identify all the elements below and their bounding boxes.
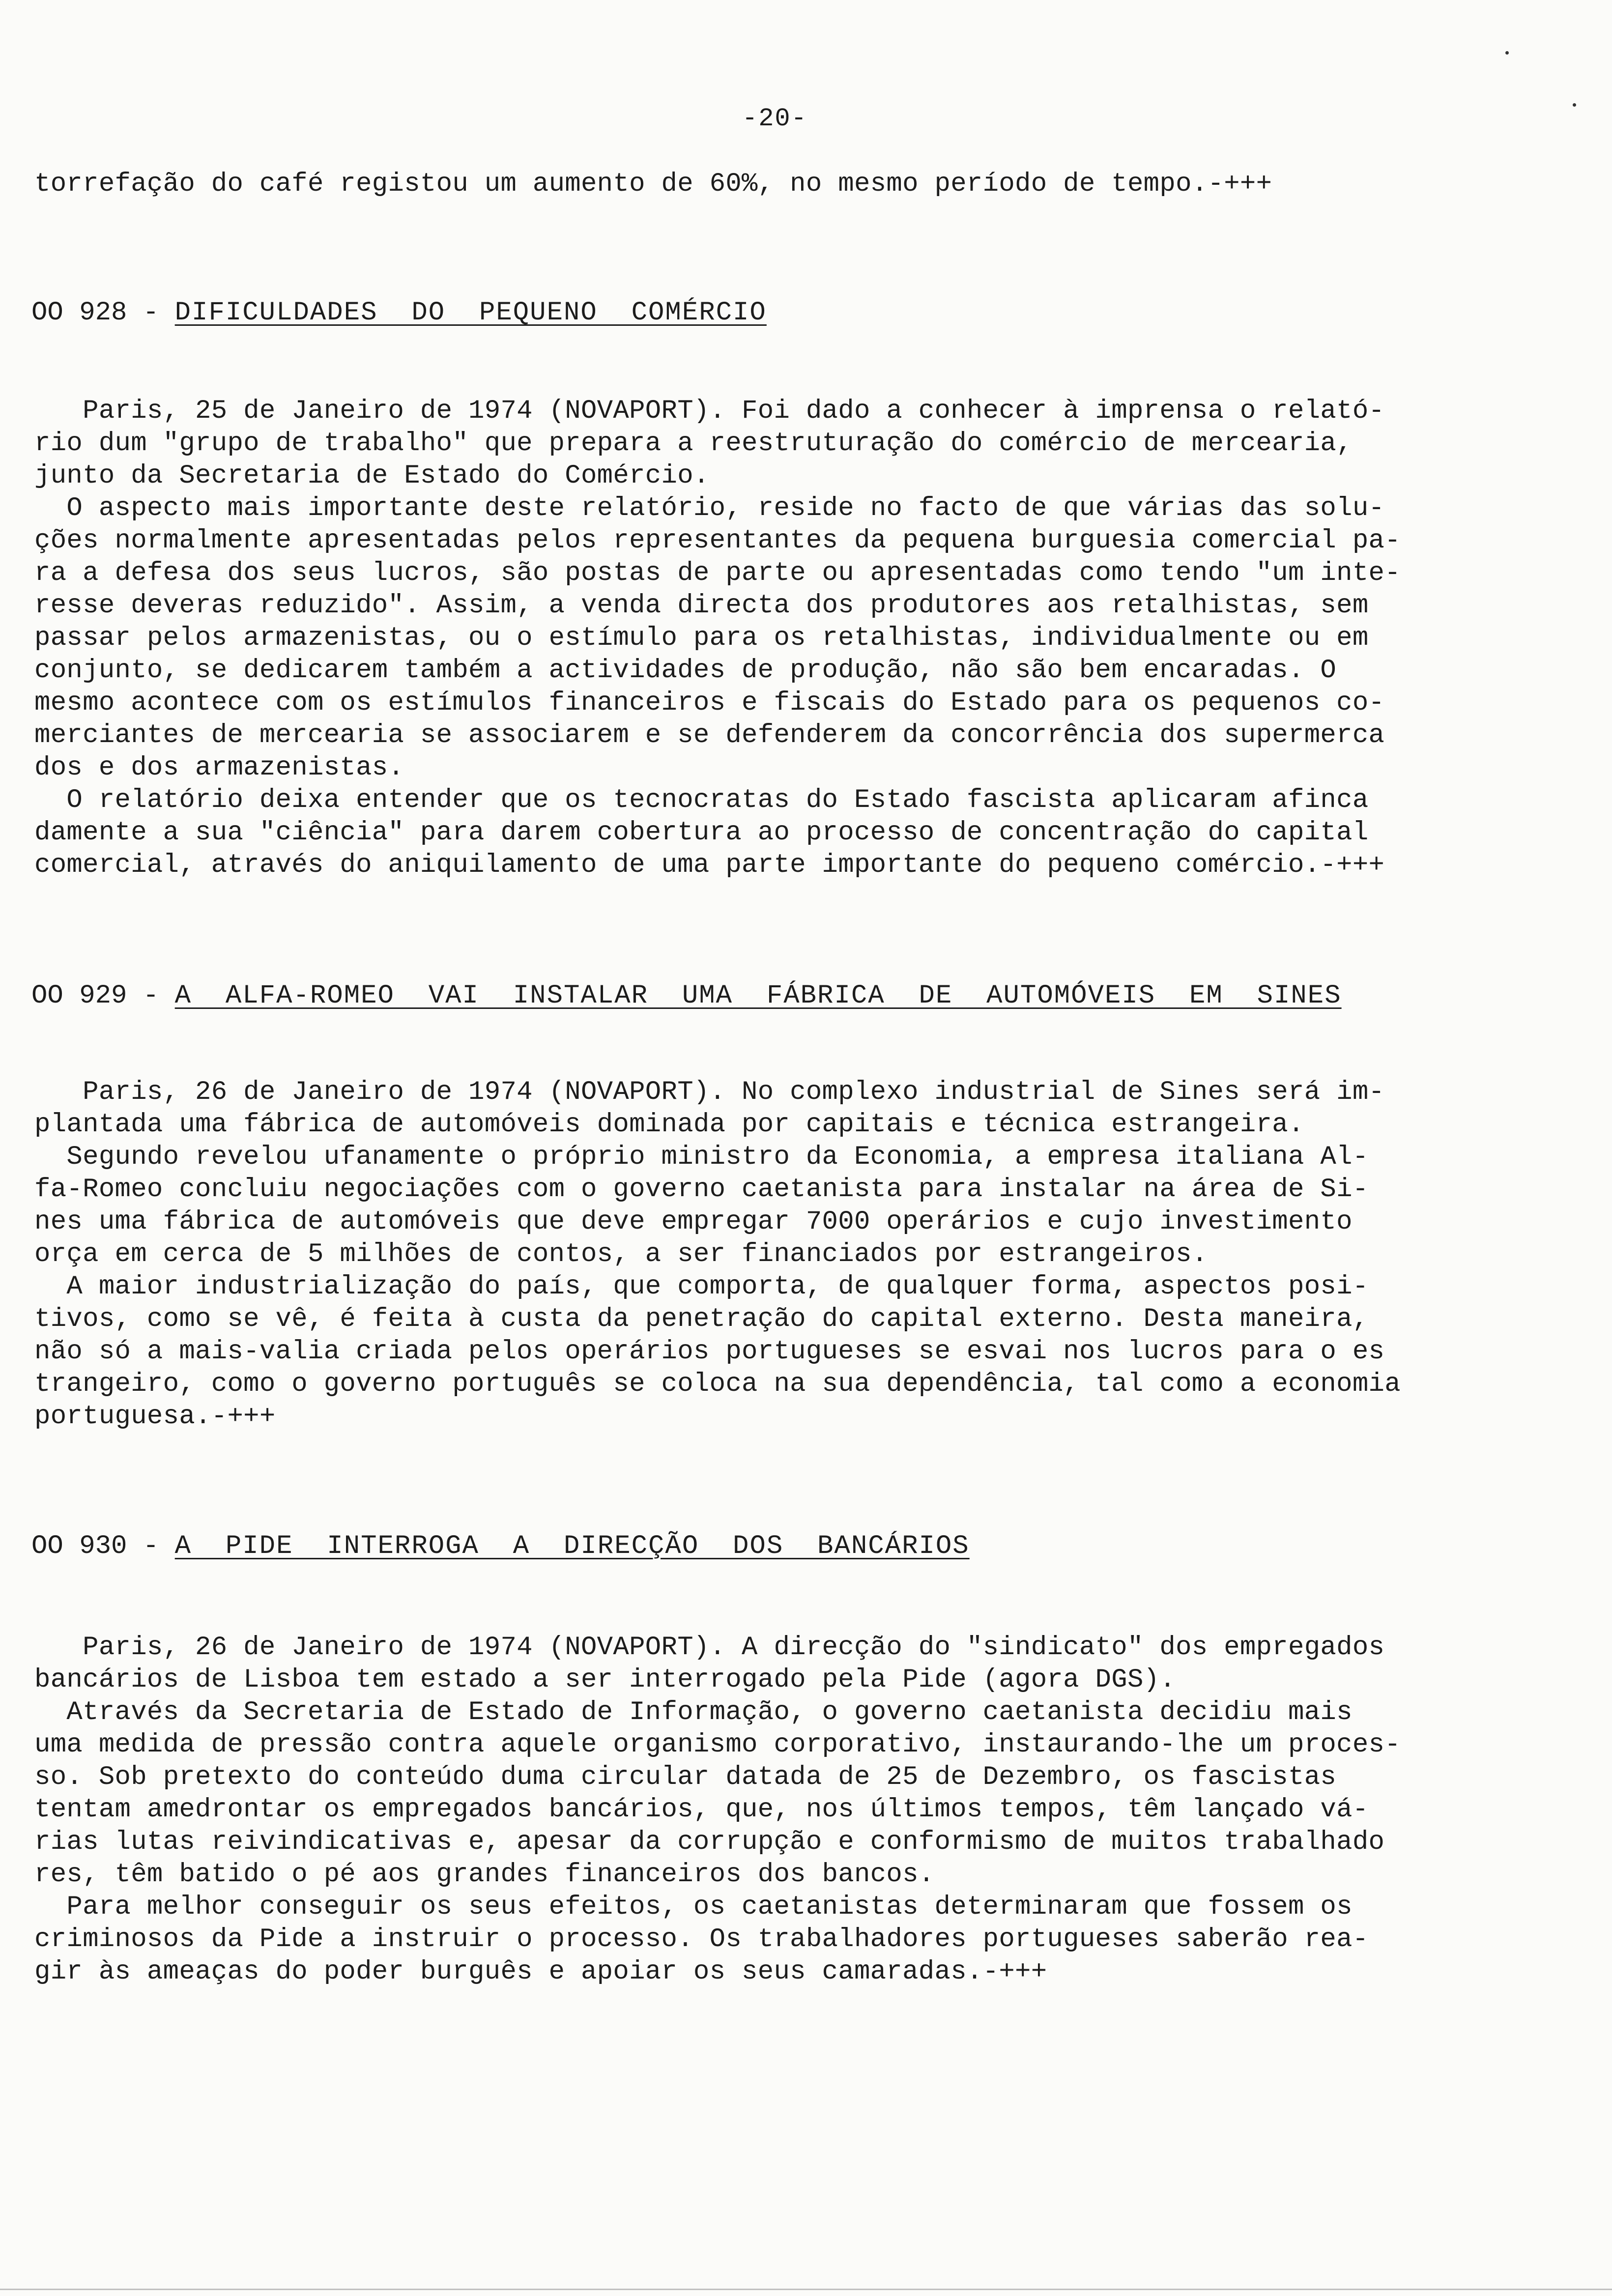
article-line: nes uma fábrica de automóveis que deve empregar 7000 operários e cujo investimento bbox=[34, 1207, 1353, 1237]
article-line: comercial, através do aniquilamento de uma parte importante do pequeno comércio.-+++ bbox=[34, 850, 1385, 880]
paper-speck bbox=[1573, 103, 1576, 107]
article-line: merciantes de mercearia se associarem e se defenderem da concorrência dos supermerca bbox=[34, 720, 1385, 750]
article-line: plantada uma fábrica de automóveis dominada por capitais e técnica estrangeira. bbox=[34, 1110, 1304, 1140]
article-line: rias lutas reivindicativas e, apesar da corrupção e conformismo de muitos trabalhado bbox=[34, 1827, 1385, 1857]
article-line: res, têm batido o pé aos grandes financeiros dos bancos. bbox=[34, 1860, 935, 1890]
article-line: bancários de Lisboa tem estado a ser interrogado pela Pide (agora DGS). bbox=[34, 1665, 1176, 1695]
article-code: OO 930 - bbox=[31, 1531, 175, 1561]
article-line: damente a sua "ciência" para darem cobertura ao processo de concentração do capital bbox=[34, 818, 1369, 848]
article-line: uma medida de pressão contra aquele organismo corporativo, instaurando-lhe um proces- bbox=[34, 1730, 1401, 1760]
article-line: rio dum "grupo de trabalho" que prepara a reestruturação do comércio de mercearia, bbox=[34, 429, 1353, 459]
paper-speck bbox=[1505, 51, 1509, 55]
article-title: A ALFA-ROMEO VAI INSTALAR UMA FÁBRICA DE AUTOMÓVEIS EM SINES bbox=[174, 981, 1342, 1011]
article-line: trangeiro, como o governo português se coloca na sua dependência, tal como a economia bbox=[34, 1369, 1401, 1399]
article-heading bbox=[31, 981, 1342, 1011]
article-line: Paris, 26 de Janeiro de 1974 (NOVAPORT). A direcção do "sindicato" dos empregados bbox=[34, 1633, 1385, 1663]
article-line: criminosos da Pide a instruir o processo. Os trabalhadores portugueses saberão rea- bbox=[34, 1924, 1369, 1954]
page-number: -20- bbox=[742, 104, 807, 133]
article-line: passar pelos armazenistas, ou o estímulo para os retalhistas, individualmente ou em bbox=[34, 623, 1369, 653]
article-line: conjunto, se dedicarem também a actividades de produção, não são bem encaradas. O bbox=[34, 656, 1337, 686]
article-line: Através da Secretaria de Estado de Informação, o governo caetanista decidiu mais bbox=[34, 1697, 1353, 1727]
article-line: mesmo acontece com os estímulos financeiros e fiscais do Estado para os pequenos co- bbox=[34, 688, 1385, 718]
article-line: resse deveras reduzido". Assim, a venda directa dos produtores aos retalhistas, sem bbox=[34, 591, 1369, 621]
article-line: tentam amedrontar os empregados bancários, que, nos últimos tempos, têm lançado vá- bbox=[34, 1795, 1369, 1825]
article-heading bbox=[31, 1531, 970, 1561]
article-line: não só a mais-valia criada pelos operários portugueses se esvai nos lucros para o es bbox=[34, 1337, 1385, 1367]
article-line: Paris, 26 de Janeiro de 1974 (NOVAPORT). No complexo industrial de Sines será im- bbox=[34, 1077, 1385, 1107]
article-line: portuguesa.-+++ bbox=[34, 1402, 276, 1432]
article-line: orça em cerca de 5 milhões de contos, a ser financiados por estrangeiros. bbox=[34, 1239, 1208, 1269]
intro-line: torrefação do café registou um aumento de 60%, no mesmo período de tempo.-+++ bbox=[34, 169, 1272, 199]
article-title: A PIDE INTERROGA A DIRECÇÃO DOS BANCÁRIOS bbox=[174, 1531, 970, 1561]
article-line: Paris, 25 de Janeiro de 1974 (NOVAPORT). Foi dado a conhecer à imprensa o relató- bbox=[34, 396, 1385, 426]
article-code: OO 929 - bbox=[31, 981, 175, 1011]
article-heading bbox=[31, 298, 767, 328]
article-line: so. Sob pretexto do conteúdo duma circular datada de 25 de Dezembro, os fascistas bbox=[34, 1762, 1337, 1792]
article-line: ra a defesa dos seus lucros, são postas de parte ou apresentadas como tendo "um inte- bbox=[34, 558, 1401, 588]
article-line: dos e dos armazenistas. bbox=[34, 753, 404, 783]
article-line: gir às ameaças do poder burguês e apoiar os seus camaradas.-+++ bbox=[34, 1957, 1047, 1987]
article-line: Segundo revelou ufanamente o próprio ministro da Economia, a empresa italiana Al- bbox=[34, 1142, 1369, 1172]
article-line: junto da Secretaria de Estado do Comércio. bbox=[34, 461, 710, 491]
article-title: DIFICULDADES DO PEQUENO COMÉRCIO bbox=[174, 298, 767, 328]
article-line: ções normalmente apresentadas pelos representantes da pequena burguesia comercial pa- bbox=[34, 526, 1401, 556]
article-line: A maior industrialização do país, que comporta, de qualquer forma, aspectos posi- bbox=[34, 1272, 1369, 1302]
article-code: OO 928 - bbox=[31, 298, 175, 328]
article-line: Para melhor conseguir os seus efeitos, os caetanistas determinaram que fossem os bbox=[34, 1892, 1353, 1922]
article-line: fa-Romeo concluiu negociações com o governo caetanista para instalar na área de Si- bbox=[34, 1175, 1369, 1205]
page-bottom-edge bbox=[0, 2289, 1612, 2290]
article-line: tivos, como se vê, é feita à custa da penetração do capital externo. Desta maneira, bbox=[34, 1304, 1369, 1334]
article-line: O aspecto mais importante deste relatório, reside no facto de que várias das solu- bbox=[34, 493, 1385, 523]
article-line: O relatório deixa entender que os tecnocratas do Estado fascista aplicaram afinca bbox=[34, 785, 1369, 815]
